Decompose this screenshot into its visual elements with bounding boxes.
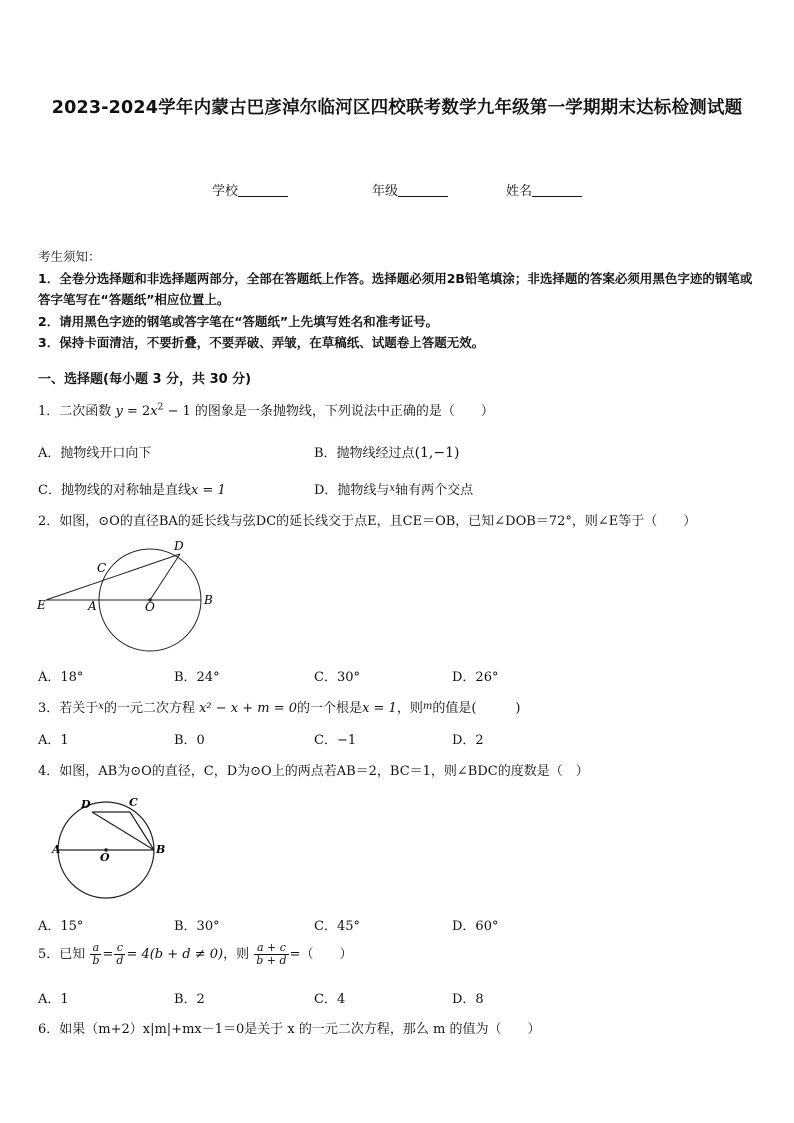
q4-option-a[interactable]: A．15° [38,919,84,934]
q4-option-c[interactable]: C．45° [314,919,360,934]
grade-blank [398,182,448,197]
exam-title: 2023-2024学年内蒙古巴彦淖尔临河区四校联考数学九年级第一学期期末达标检测试题 [51,98,743,118]
q1-option-c[interactable]: C．抛物线的对称轴是直线x = 1 [38,483,226,498]
q5-option-b[interactable]: B．2 [174,992,205,1007]
q2-line-ed [46,554,180,600]
q5-option-c[interactable]: C．4 [314,992,346,1007]
section-heading: 一、选择题(每小题 3 分，共 30 分) [38,372,252,387]
q5-fraction-a-b: $\frac{a}{b}$ [92,941,100,967]
q4-option-d[interactable]: D．60° [452,919,499,934]
school-blank [238,182,288,197]
q2-option-a[interactable]: A．18° [38,670,84,685]
q5-fraction-sum: $\frac{a + c}{b + d}$ [256,941,287,967]
q4-label-a: A [52,843,61,856]
q4-label-b: B [156,843,166,856]
q3-option-c[interactable]: C．−1 [314,733,357,748]
name-field: 姓名 [506,180,582,199]
q3-option-d[interactable]: D．2 [452,733,484,748]
question-4: 4．如图，AB为⊙O的直径，C，D为⊙O上的两点若AB＝2，BC＝1，则∠BDC的度数是（ ） [38,764,589,779]
q1-option-b[interactable]: B．抛物线经过点(1,−1) [314,445,460,461]
question-5: 5．已知 $\frac{a}{b}$ = $\frac{c}{d}$ = 4(b + d ≠ 0)，则 $\frac{a + c}{b + d}$ =（ ） [38,941,353,967]
notice-item-2: 2．请用黑色字迹的钢笔或答字笔在“答题纸”上先填写姓名和准考证号。 [38,313,439,329]
question-1: 1．二次函数 $y = 2x^2 - 1$ 的图象是一条抛物线，下列说法中正确的是（ ） [38,402,494,419]
q2-label-c: C [97,561,107,575]
q2-circle-figure [30,535,230,660]
q4-label-c: C [129,796,138,809]
exam-notice [38,246,758,354]
q3-option-b[interactable]: B．0 [174,733,205,748]
grade-field: 年级 [372,180,448,199]
q2-label-o: O [145,600,155,614]
q1-option-d[interactable]: D．抛物线与$^x$轴有两个交点 [314,483,474,498]
notice-heading: 考生须知： [38,249,101,264]
q5-option-a[interactable]: A．1 [38,992,69,1007]
q2-label-b: B [204,593,213,607]
notice-item-3: 3．保持卡面清洁，不要折叠，不要弄破、弄皱，在草稿纸、试题卷上答题无效。 [38,335,485,350]
q3-option-a[interactable]: A．1 [38,733,69,748]
q2-label-a: A [88,599,97,613]
q4-label-d: D [81,798,91,811]
q4-label-o: O [100,851,110,864]
q2-option-c[interactable]: C．30° [314,670,360,685]
q4-circle-figure [48,790,178,908]
q1-formula: $y = 2x^2 - 1$ [115,402,191,419]
q2-option-d[interactable]: D．26° [452,670,499,685]
q5-option-d[interactable]: D．8 [452,992,484,1007]
notice-item-1: 1．全卷分选择题和非选择题两部分，全部在答题纸上作答。选择题必须用2B铅笔填涂；非选择题的答案必须用黑色字迹的钢笔或答字笔写在“答题纸”相应位置上。 [38,270,753,307]
q2-label-e: E [37,598,46,612]
question-6: 6．如果（m+2）x|m|+mx－1＝0是关于 x 的一元二次方程，那么 m 的值为（ ） [38,1022,541,1037]
school-field: 学校 [212,180,288,199]
q2-line-od [150,554,180,600]
q4-line-db [92,812,154,850]
q5-fraction-c-d: $\frac{c}{d}$ [116,941,124,967]
question-3: 3．若关于$^x$的一元二次方程 x² − x + m = 0的一个根是x = 1，则$^m$的值是( ) [38,701,521,716]
q2-label-d: D [174,539,184,553]
q2-option-b[interactable]: B．24° [174,670,220,685]
question-2: 2．如图，⊙O的直径BA的延长线与弦DC的延长线交于点E，且CE＝OB，已知∠DOB＝72°，则∠E等于（ ） [38,514,697,529]
name-blank [532,182,582,197]
q1-option-a[interactable]: A．抛物线开口向下 [38,446,152,461]
q4-option-b[interactable]: B．30° [174,919,220,934]
